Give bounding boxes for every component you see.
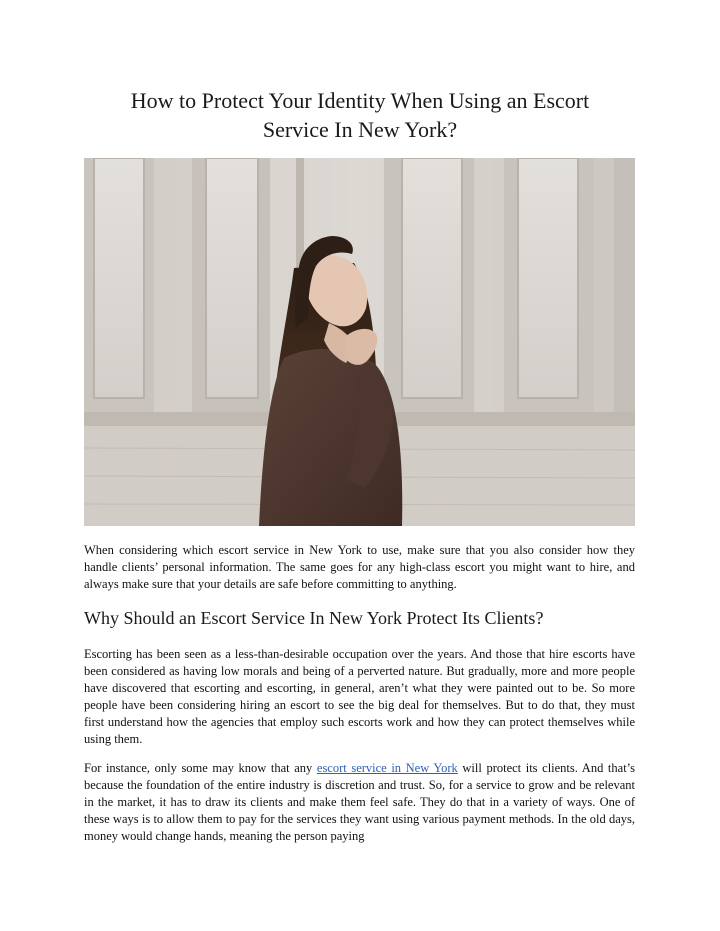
paragraph-text-before-link: For instance, only some may know that any (84, 761, 317, 775)
section-heading: Why Should an Escort Service In New York Protect Its Clients? (84, 608, 544, 628)
title-line-1: How to Protect Your Identity When Using an Escort (130, 88, 590, 113)
body-paragraph-2 (84, 760, 635, 845)
body-paragraph-1: Escorting has been seen as a less-than-desirable occupation over the years. And those that hire escorts have been considered as having low morals and being of a perverted nature. But gradually, more and more people have discovered that escorting and escorting, in general, aren’t what they were painted out to be. So more people have been considering hiring an escort to see the big deal for themselves. But to do that, they must first understand how the agencies that employ such escorts work and how they can protect themselves while using them. (84, 647, 635, 746)
title-line-2: Service In New York? (262, 117, 458, 142)
intro-paragraph: When considering which escort service in New York to use, make sure that you also consider how they handle clients’ personal information. The same goes for any high-class escort you might want to hire, and always make sure that your details are safe before committing to anything. (84, 543, 635, 591)
woman-photo (84, 158, 635, 526)
escort-service-link[interactable]: escort service in New York (316, 761, 458, 775)
page-title (84, 86, 636, 144)
paragraph-text-after-link: will protect its clients. And that’s because the foundation of the entire industry is discretion and trust. So, for a service to grow and be relevant in the market, it has to draw its clients and make them feel safe. They do that in a variety of ways. One of these ways is to allow them to pay for the services they want using various payment methods. In the old days, money would change hands, meaning the person paying (84, 761, 635, 843)
